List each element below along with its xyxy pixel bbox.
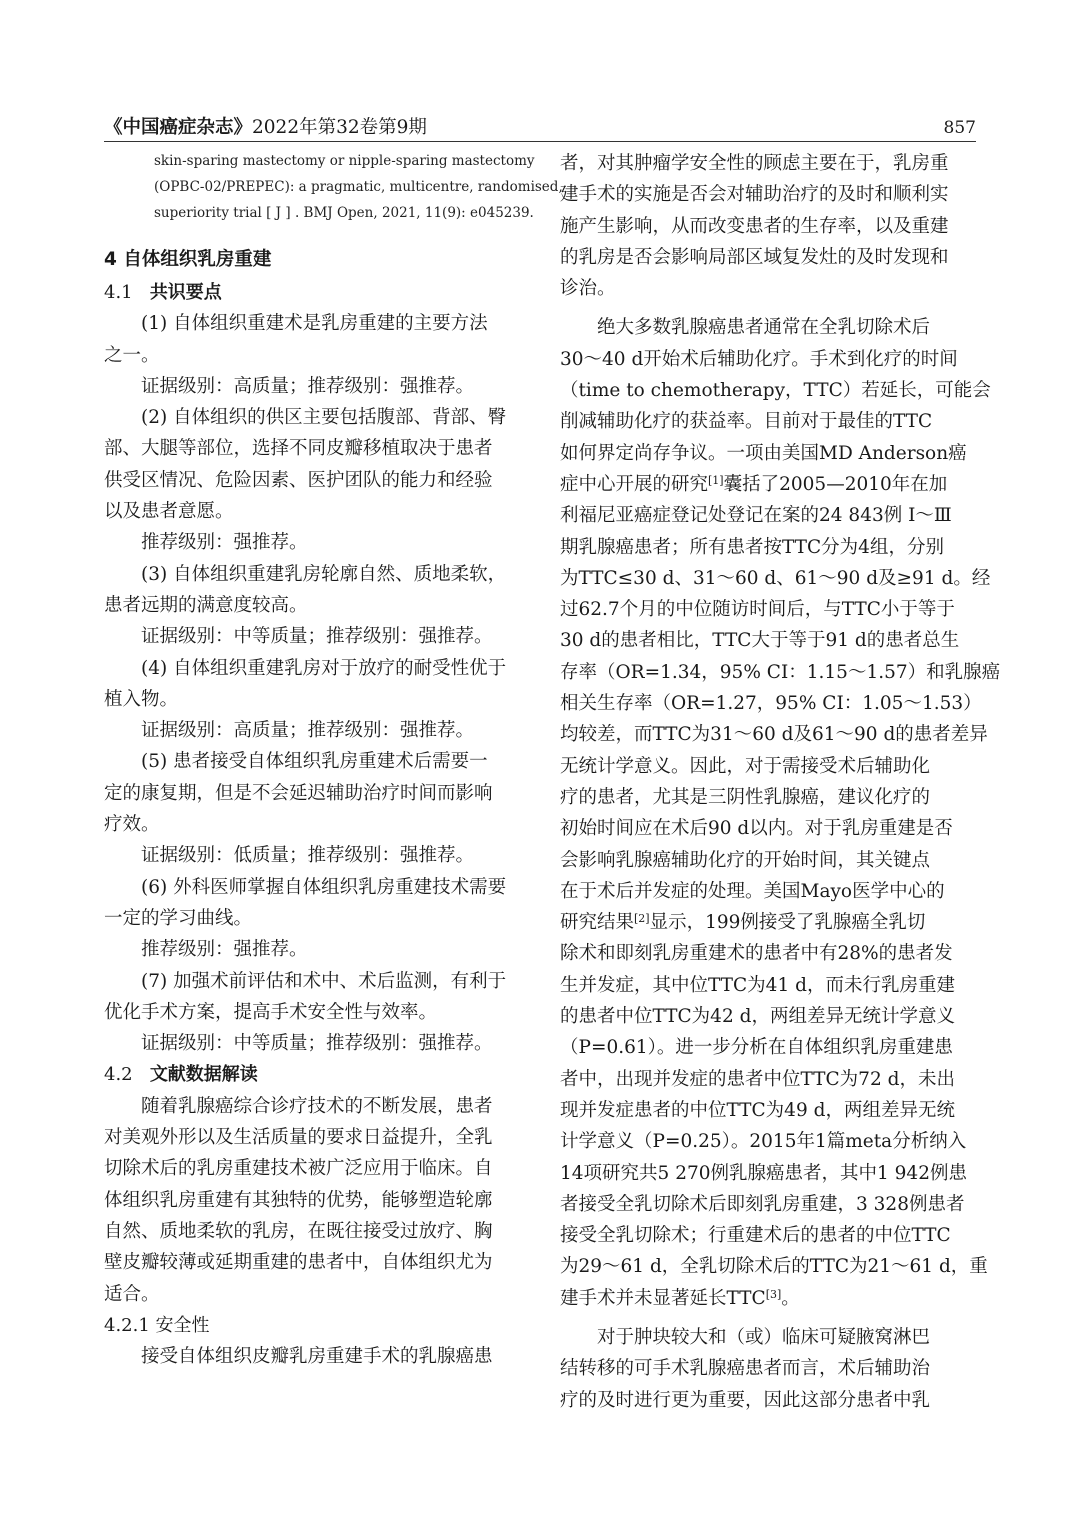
text-line: 初始时间应在术后90 d以内。对于乳房重建是否 [560, 818, 953, 840]
subsection-4-2-heading [104, 1059, 520, 1090]
text-line: (6) 外科医师掌握自体组织乳房重建技术需要 [141, 876, 507, 898]
left-column [104, 148, 563, 1372]
text-line: 存率（OR=1.34，95% CI：1.15～1.57）和乳腺癌 [560, 661, 1001, 683]
text-line: 对美观外形以及生活质量的要求日益提升，全乳 [104, 1127, 493, 1149]
text-line: (5) 患者接受自体组织乳房重建术后需要一 [141, 751, 488, 773]
ttc-paragraph [560, 312, 1001, 1314]
text-line: (1) 自体组织重建术是乳房重建的主要方法 [141, 313, 488, 335]
text-line: 计学意义（P=0.25）。2015年1篇meta分析纳入 [560, 1131, 967, 1153]
text-line: 绝大多数乳腺癌患者通常在全乳切除术后 [597, 317, 931, 339]
text-line: 者中，出现并发症的患者中位TTC为72 d，未出 [560, 1068, 955, 1090]
text-line: (3) 自体组织重建乳房轮廓自然、质地柔软， [141, 563, 507, 585]
text-line: 证据级别：中等质量；推荐级别：强推荐。 [141, 1033, 493, 1055]
citation-marker: [2] [634, 912, 650, 926]
subsection-title: 共识要点 [149, 282, 222, 303]
subsection-number: 4.1 [104, 282, 133, 303]
reference-line: skin-sparing mastectomy or nipple-sparing mastectomy [154, 153, 535, 169]
text-line: 施产生影响，从而改变患者的生存率，以及重建 [560, 215, 949, 237]
issue-info: 2022年第32卷第9期 [252, 117, 427, 138]
text-line: 证据级别：高质量；推荐级别：强推荐。 [141, 375, 475, 397]
text-line: 建手术的实施是否会对辅助治疗的及时和顺利实 [560, 184, 949, 206]
text-line: 疗的及时进行更为重要，因此这部分患者中乳 [560, 1389, 931, 1411]
text-line: 接受自体组织皮瓣乳房重建手术的乳腺癌患 [141, 1346, 493, 1368]
text-line: 症中心开展的研究[1]囊括了2005—2010年在加 [560, 473, 948, 495]
running-header [104, 114, 976, 144]
text-line: 30 d的患者相比，TTC大于等于91 d的患者总生 [560, 630, 960, 652]
text-line: 会影响乳腺癌辅助化疗的开始时间，其关键点 [560, 849, 931, 871]
subsection-4-2-1-heading: 4.2.1 安全性 [104, 1314, 210, 1336]
text-line: 结转移的可手术乳腺癌患者而言，术后辅助治 [560, 1358, 931, 1380]
spacer [560, 304, 976, 312]
text-line: （P=0.61）。进一步分析在自体组织乳房重建患 [560, 1037, 953, 1059]
text-line: 者，对其肿瘤学安全性的顾虑主要在于，乳房重 [560, 153, 949, 174]
text-line: 推荐级别：强推荐。 [141, 532, 308, 554]
text-line: 削减辅助化疗的获益率。目前对于最佳的TTC [560, 411, 933, 433]
text-line: （time to chemotherapy，TTC）若延长，可能会 [560, 380, 991, 402]
right-column [560, 148, 1001, 1416]
text-line: 对于肿块较大和（或）临床可疑腋窝淋巴 [597, 1326, 931, 1348]
text-line: 证据级别：高质量；推荐级别：强推荐。 [141, 720, 475, 742]
text-line: 过62.7个月的中位随访时间后，与TTC小于等于 [560, 599, 955, 621]
header-rule [104, 141, 976, 142]
text-line: 在于术后并发症的处理。美国Mayo医学中心的 [560, 880, 945, 902]
text-line: 生并发症，其中位TTC为41 d，而未行乳房重建 [560, 974, 955, 996]
subsection-4-1-heading [104, 277, 520, 308]
text-line: 者接受全乳切除术后即刻乳房重建，3 328例患者 [560, 1193, 965, 1215]
text-line: 随着乳腺癌综合诊疗技术的不断发展，患者 [141, 1095, 493, 1117]
text-line: (7) 加强术前评估和术中、术后监测，有利于 [141, 970, 507, 992]
text-line: 壁皮瓣较薄或延期重建的患者中，自体组织尤为 [104, 1252, 493, 1274]
text-line: 相关生存率（OR=1.27，95% CI：1.05～1.53） [560, 693, 982, 715]
text-line: 供受区情况、危险因素、医护团队的能力和经验 [104, 469, 493, 491]
text-line: 现并发症患者的中位TTC为49 d，两组差异无统 [560, 1099, 955, 1121]
text-line: 适合。 [104, 1283, 160, 1305]
subsection-title: 文献数据解读 [149, 1064, 258, 1086]
safety-paragraph-continued [560, 148, 976, 304]
text-line: 一定的学习曲线。 [104, 907, 253, 929]
text-line: 为29～61 d，全乳切除术后的TTC为21～61 d，重 [560, 1256, 988, 1278]
reference-line: (OPBC-02/PREPEC): a pragmatic, multicentre, randomised, [154, 179, 563, 195]
reference-continuation [104, 148, 563, 226]
text-line: 如何界定尚存争议。一项由美国MD Anderson癌 [560, 442, 967, 464]
spacer [104, 226, 520, 243]
consensus-points [104, 308, 520, 1059]
text-line: 疗的患者，尤其是三阴性乳腺癌，建议化疗的 [560, 786, 931, 808]
safety-paragraph [104, 1341, 520, 1372]
text-line: 定的康复期，但是不会延迟辅助治疗时间而影响 [104, 782, 493, 804]
text-line: 期乳腺癌患者；所有患者按TTC分为4组，分别 [560, 536, 944, 558]
citation-marker: [1] [708, 473, 724, 487]
text-line: 证据级别：中等质量；推荐级别：强推荐。 [141, 626, 493, 648]
text-line: 植入物。 [104, 688, 179, 710]
text-line: 研究结果[2]显示，199例接受了乳腺癌全乳切 [560, 912, 926, 934]
section-heading: 4 自体组织乳房重建 [104, 249, 272, 270]
text-line: 除术和即刻乳房重建术的患者中有28%的患者发 [560, 943, 953, 965]
text-line: 诊治。 [560, 278, 616, 300]
text-line: 切除术后的乳房重建技术被广泛应用于临床。自 [104, 1158, 493, 1180]
text-line: 30～40 d开始术后辅助化疗。手术到化疗的时间 [560, 348, 958, 370]
reference-line: superiority trial [ J ] . BMJ Open, 2021, 11(9): e045239. [154, 205, 534, 221]
text-line: 疗效。 [104, 814, 160, 836]
text-line: 的患者中位TTC为42 d，两组差异无统计学意义 [560, 1006, 955, 1028]
text-line: 推荐级别：强推荐。 [141, 939, 308, 961]
literature-paragraph [104, 1091, 520, 1310]
text-line: 的乳房是否会影响局部区域复发灶的及时发现和 [560, 246, 949, 268]
text-line: 部、大腿等部位，选择不同皮瓣移植取决于患者 [104, 438, 493, 460]
journal-title: 《中国癌症杂志》 [104, 117, 253, 138]
spacer [560, 1314, 976, 1322]
text-line: 利福尼亚癌症登记处登记在案的24 843例 Ⅰ～Ⅲ [560, 505, 952, 527]
text-line: 建手术并未显著延长TTC[3]。 [560, 1287, 800, 1309]
text-line: 患者远期的满意度较高。 [104, 594, 308, 616]
text-line: 自然、质地柔软的乳房，在既往接受过放疗、胸 [104, 1220, 493, 1242]
text-line: 证据级别：低质量；推荐级别：强推荐。 [141, 845, 475, 867]
subsection-number: 4.2 [104, 1064, 133, 1086]
text-line: 均较差，而TTC为31～60 d及61～90 d的患者差异 [560, 724, 988, 746]
text-line: (2) 自体组织的供区主要包括腹部、背部、臀 [141, 407, 507, 429]
text-line: 14项研究共5 270例乳腺癌患者，其中1 942例患 [560, 1162, 967, 1184]
text-line: 为TTC≤30 d、31～60 d、61～90 d及≥91 d。经 [560, 567, 991, 589]
text-line: 以及患者意愿。 [104, 501, 234, 523]
text-line: 体组织乳房重建有其独特的优势，能够塑造轮廓 [104, 1189, 493, 1211]
text-line: 优化手术方案，提高手术安全性与效率。 [104, 1001, 438, 1023]
text-line: 无统计学意义。因此，对于需接受术后辅助化 [560, 755, 931, 777]
journal-issue [104, 114, 427, 142]
page-number: 857 [943, 118, 976, 138]
citation-marker: [3] [765, 1287, 782, 1301]
text-line: 之一。 [104, 344, 160, 366]
text-line: (4) 自体组织重建乳房对于放疗的耐受性优于 [141, 657, 507, 679]
axillary-paragraph [560, 1322, 976, 1416]
text-line: 接受全乳切除术；行重建术后的患者的中位TTC [560, 1225, 951, 1247]
